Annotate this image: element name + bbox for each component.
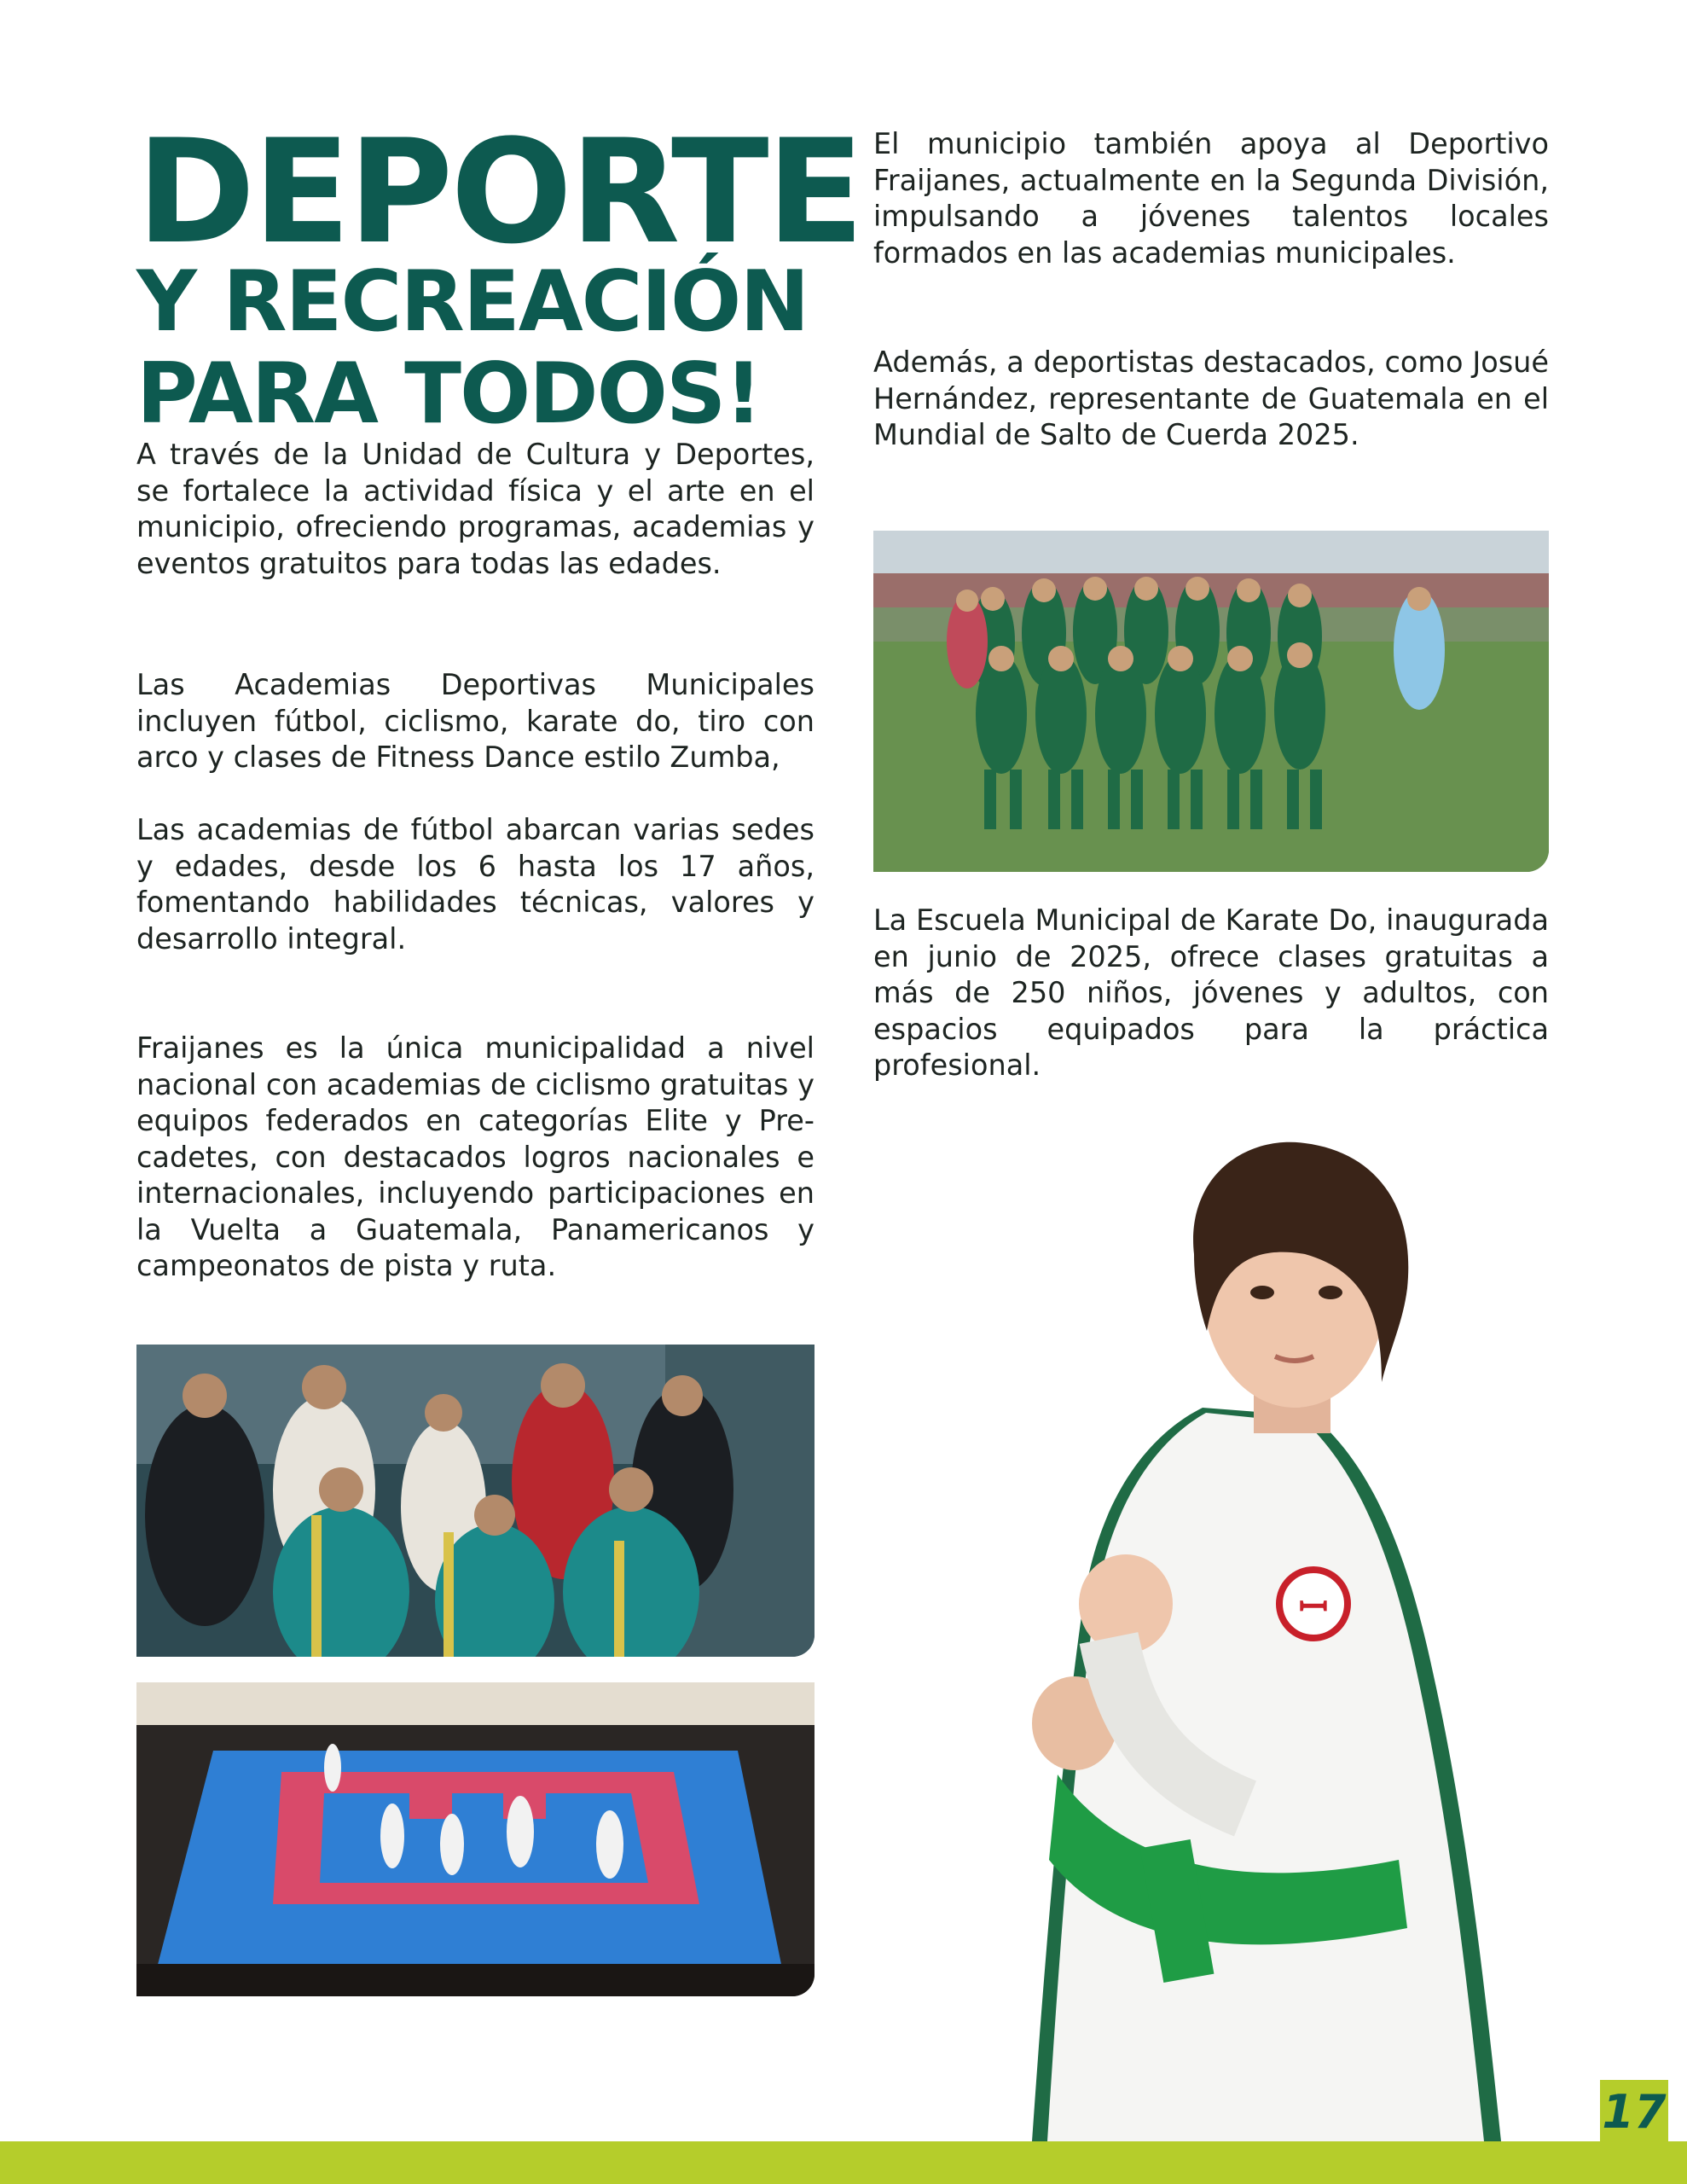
paragraph-text: Fraijanes es la única municipalidad a nivel nacional con academias de ciclismo gratuitas y equipos federados en categorías Elite y Pre-cadetes, con destacados logros nacionales e internacionales, incluyendo participaciones en la Vuelta a Guatemala, Panamericanos y campeonatos de pista y ruta. [136,1031,815,1282]
paragraph-academias [136,667,815,776]
paragraph-text: Las academias de fútbol abarcan varias sedes y edades, desde los 6 hasta los 17 años, fomentando habilidades técnicas, valores y desarrollo integral. [136,813,815,956]
paragraph-text: A través de la Unidad de Cultura y Deportes, se fortalece la actividad física y el arte en el municipio, ofreciendo programas, academias y eventos gratuitos para todas las edades. [136,438,815,580]
paragraph-text: Además, a deportistas destacados, como Josué Hernández, representante de Guatemala en el Mundial de Salto de Cuerda 2025. [873,346,1549,451]
paragraph-text: El municipio también apoya al Deportivo Fraijanes, actualmente en la Segunda División, impulsando a jóvenes talentos locales formados en las academias municipales. [873,127,1549,270]
title-line-1: DEPORTE [136,108,862,276]
svg-text:ꟷ: ꟷ [1298,1586,1329,1628]
footer-bar [0,2141,1687,2184]
page-number: 17 [1600,2080,1668,2145]
paragraph-ciclismo [136,1031,815,1285]
paragraph-deportivo [873,126,1549,271]
karate-athlete-cutout [1023,1126,1501,2141]
paragraph-karate [873,903,1549,1084]
paragraph-josue [873,345,1549,454]
cycling-awards-photo [136,1345,815,1657]
paragraph-futbol [136,812,815,957]
title-line-3: PARA TODOS! [136,346,762,443]
karate-event-photo [136,1682,815,1996]
page-title [136,108,862,443]
football-team-photo [873,531,1549,872]
paragraph-cultura [136,437,815,582]
title-line-2: Y RECREACIÓN [136,253,809,351]
paragraph-text: Las Academias Deportivas Municipales incluyen fútbol, ciclismo, karate do, tiro con arco y clases de Fitness Dance estilo Zumba, [136,668,815,774]
paragraph-text: La Escuela Municipal de Karate Do, inaugurada en junio de 2025, ofrece clases gratuitas a más de 250 niños, jóvenes y adultos, con espacios equipados para la práctica profesional. [873,903,1549,1082]
